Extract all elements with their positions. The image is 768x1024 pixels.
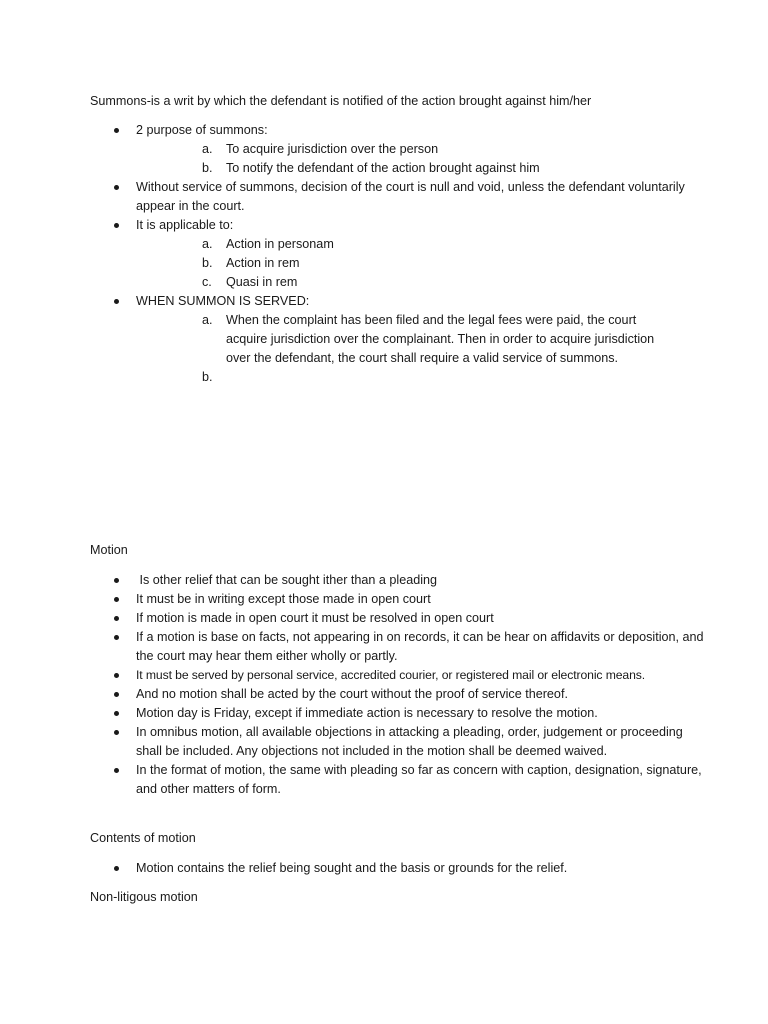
list-item-text: Is other relief that can be sought ither than a pleading <box>136 573 438 587</box>
list-item-text: 2 purpose of summons: <box>136 123 268 137</box>
sub-list-marker: a. <box>202 313 213 327</box>
sub-list-item <box>202 159 666 178</box>
bullet-icon <box>114 768 119 773</box>
list-item-text: In the format of motion, the same with pleading so far as concern with caption, designation, signature, and other matters of form. <box>136 763 702 796</box>
sub-list-marker: a. <box>202 142 213 156</box>
list-item <box>112 216 706 292</box>
sub-list-marker: a. <box>202 237 213 251</box>
list-item-text: If motion is made in open court it must be resolved in open court <box>136 611 494 625</box>
bullet-icon <box>114 185 119 190</box>
summons-heading: Summons-is a writ by which the defendant is notified of the action brought against him/her <box>90 94 592 108</box>
sub-list-item <box>202 311 666 368</box>
sub-list-text: To notify the defendant of the action brought against him <box>226 161 540 175</box>
list-item <box>112 859 706 878</box>
list-item-text: If a motion is base on facts, not appearing in on records, it can be hear on affidavits or deposition, and the court may hear them either wholly or partly. <box>136 630 704 663</box>
bullet-icon <box>114 128 119 133</box>
bullet-icon <box>114 711 119 716</box>
list-item-text: Motion day is Friday, except if immediate action is necessary to resolve the motion. <box>136 706 598 720</box>
bullet-icon <box>114 673 119 678</box>
list-item <box>112 121 706 178</box>
list-item <box>112 628 706 666</box>
list-item-text: It must be in writing except those made in open court <box>136 592 431 606</box>
motion-heading: Motion <box>90 543 128 557</box>
sub-list-item <box>202 140 666 159</box>
sub-list-item <box>202 235 666 254</box>
sub-list-marker: b. <box>202 161 213 175</box>
list-item-text: In omnibus motion, all available objections in attacking a pleading, order, judgement or proceeding shall be included. Any objections not included in the motion shall be deemed waived. <box>136 725 683 758</box>
motion-bullet-list <box>112 571 706 799</box>
list-item-text: WHEN SUMMON IS SERVED: <box>136 294 310 308</box>
list-item-text: It must be served by personal service, accredited courier, or registered mail or electronic means. <box>136 668 646 682</box>
list-item <box>112 723 706 761</box>
sub-list-text: Quasi in rem <box>226 275 298 289</box>
list-item-text: Without service of summons, decision of the court is null and void, unless the defendant voluntarily appear in the court. <box>136 180 685 213</box>
non-litigous-heading: Non-litigous motion <box>90 890 198 904</box>
sub-list-item <box>202 254 666 273</box>
list-item <box>112 609 706 628</box>
bullet-icon <box>114 578 119 583</box>
sub-list-marker: b. <box>202 256 213 270</box>
sub-list-marker: c. <box>202 275 212 289</box>
list-item <box>112 292 706 384</box>
bullet-icon <box>114 597 119 602</box>
bullet-icon <box>114 692 119 697</box>
served-sub-list <box>136 311 706 384</box>
list-item <box>112 178 706 216</box>
contents-heading: Contents of motion <box>90 831 196 845</box>
bullet-icon <box>114 299 119 304</box>
sub-list-item <box>202 273 666 292</box>
sub-list-marker: b. <box>202 370 213 384</box>
list-item <box>112 571 706 590</box>
list-item-text: And no motion shall be acted by the court without the proof of service thereof. <box>136 687 568 701</box>
list-item <box>112 666 706 685</box>
bullet-icon <box>114 635 119 640</box>
summons-bullet-list <box>112 121 706 384</box>
sub-list-text: When the complaint has been filed and the legal fees were paid, the court acquire jurisdiction over the complainant. Then in order to acquire jurisdiction over the defendant, the court shall require a valid service of summons. <box>226 313 655 365</box>
list-item-text: Motion contains the relief being sought and the basis or grounds for the relief. <box>136 861 568 875</box>
list-item <box>112 685 706 704</box>
purpose-sub-list <box>136 140 706 178</box>
sub-list-text: To acquire jurisdiction over the person <box>226 142 439 156</box>
list-item-text: It is applicable to: <box>136 218 234 232</box>
bullet-icon <box>114 223 119 228</box>
applicable-sub-list <box>136 235 706 292</box>
contents-bullet-list <box>112 859 706 878</box>
bullet-icon <box>114 730 119 735</box>
list-item <box>112 704 706 723</box>
list-item <box>112 761 706 799</box>
sub-list-text: Action in personam <box>226 237 334 251</box>
bullet-icon <box>114 616 119 621</box>
sub-list-text: Action in rem <box>226 256 300 270</box>
list-item <box>112 590 706 609</box>
bullet-icon <box>114 866 119 871</box>
